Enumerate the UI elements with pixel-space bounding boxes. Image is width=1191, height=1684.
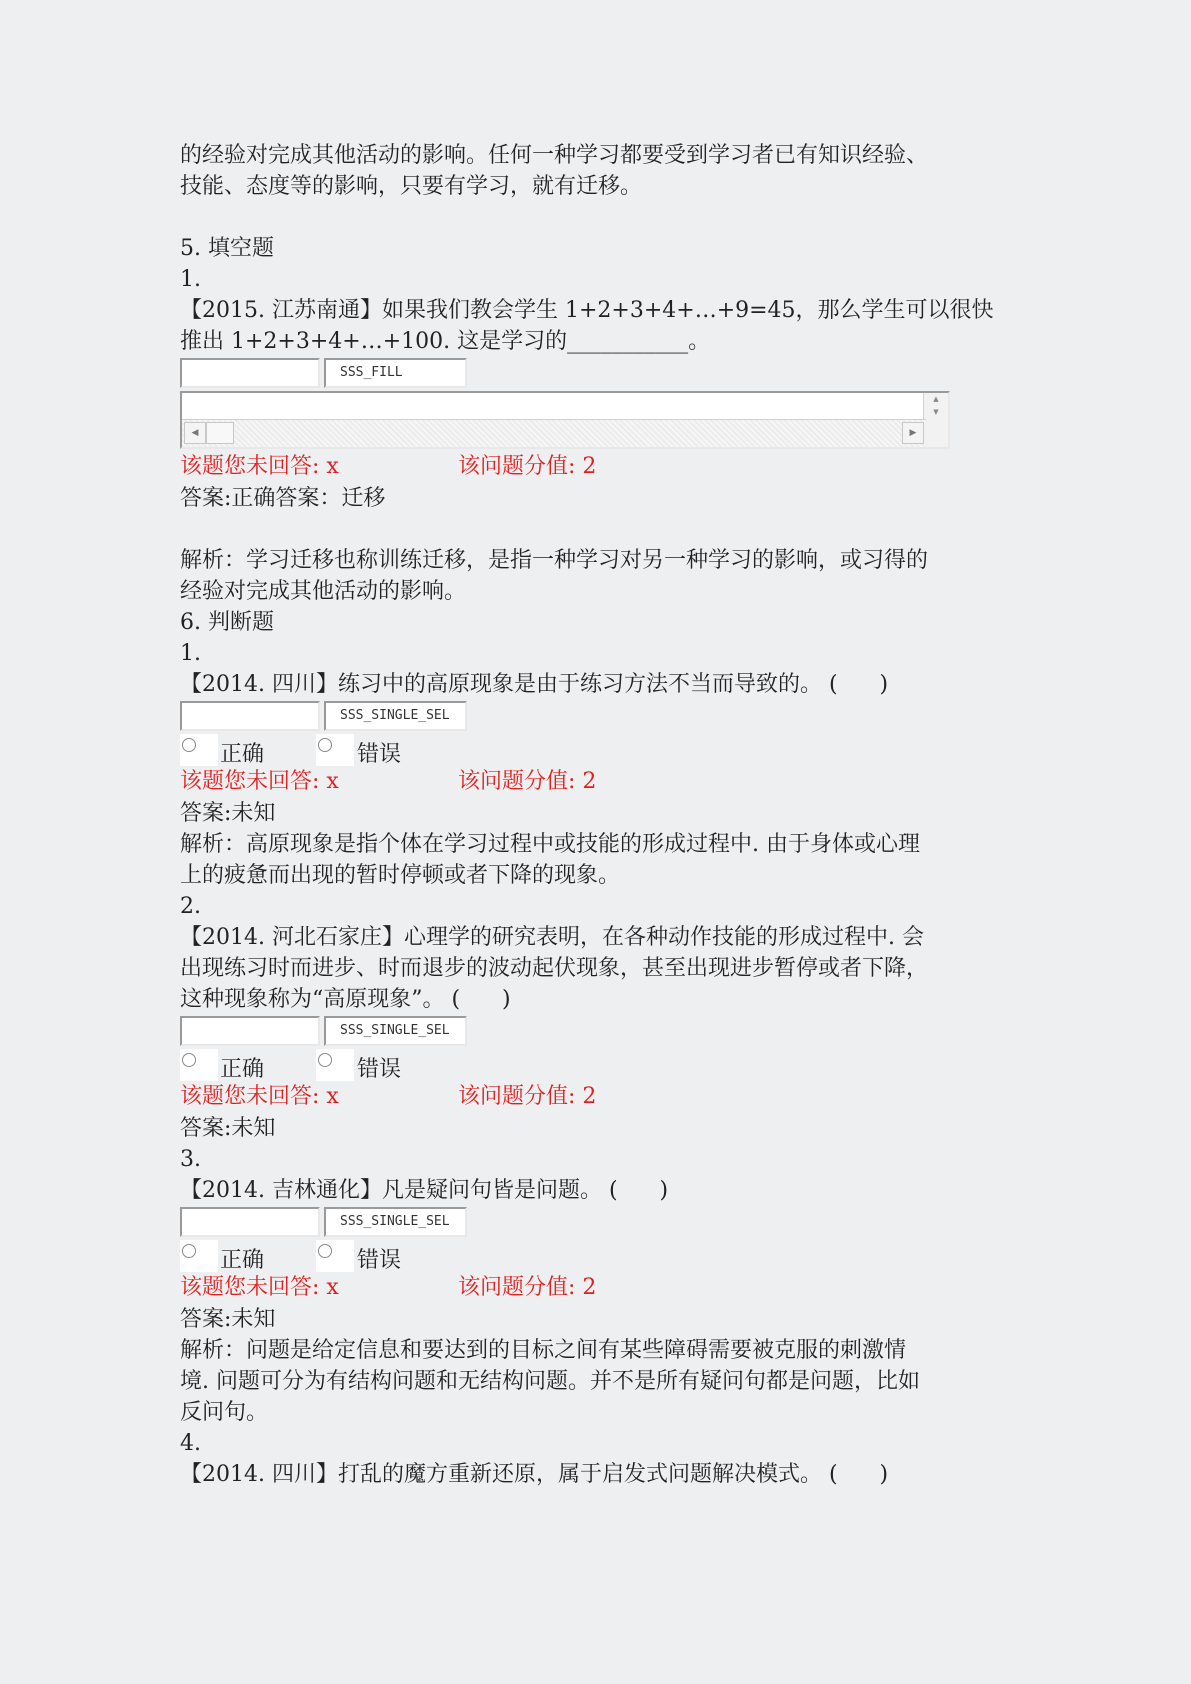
false-label[interactable]: 错误: [357, 1057, 402, 1082]
answer-text: 答案:未知: [180, 801, 276, 826]
section-title: 6. 判断题: [180, 610, 274, 635]
horizontal-scrollbar[interactable]: [182, 419, 926, 447]
true-radio[interactable]: [182, 1053, 196, 1067]
false-radio[interactable]: [318, 738, 332, 752]
score-status: 该问题分值: 2: [458, 454, 597, 479]
answer-field-row: [180, 700, 1000, 734]
unanswered-status: 该题您未回答: x: [180, 769, 339, 794]
score-status: 该问题分值: 2: [458, 1275, 597, 1300]
false-radio[interactable]: [318, 1244, 332, 1258]
question-number: 4.: [180, 1431, 201, 1456]
answer-field-row: [180, 357, 1000, 391]
false-label[interactable]: 错误: [357, 742, 402, 767]
answer-input[interactable]: [180, 1016, 320, 1046]
unanswered-status: 该题您未回答: x: [180, 454, 339, 479]
status-row: [180, 766, 1000, 798]
vertical-scrollbar[interactable]: [923, 393, 948, 420]
scroll-right-icon[interactable]: ▶: [902, 422, 924, 444]
question-text: 【2014. 吉林通化】凡是疑问句皆是问题。 ( ): [180, 1178, 669, 1203]
true-label[interactable]: 正确: [220, 1248, 265, 1273]
question-number: 2.: [180, 894, 201, 919]
question-text: 【2015. 江苏南通】如果我们教会学生 1+2+3+4+…+9=45，那么学生可以很快: [180, 298, 994, 323]
unanswered-status: 该题您未回答: x: [180, 1275, 339, 1300]
true-false-options: [180, 1049, 1000, 1081]
answer-input[interactable]: [180, 358, 320, 388]
answer-text: 答案:正确答案：迁移: [180, 486, 386, 511]
answer-text: 答案:未知: [180, 1116, 276, 1141]
question-number: 3.: [180, 1147, 201, 1172]
true-false-options: [180, 734, 1000, 766]
answer-input[interactable]: [180, 701, 320, 731]
analysis-text: 上的疲惫而出现的暂时停顿或者下降的现象。: [180, 863, 621, 888]
answer-field-row: [180, 1015, 1000, 1049]
scroll-down-icon[interactable]: ▼: [933, 408, 939, 416]
true-false-options: [180, 1240, 1000, 1272]
answer-field-row: [180, 1206, 1000, 1240]
answer-input[interactable]: [180, 1207, 320, 1237]
status-row: [180, 1081, 1000, 1113]
true-label[interactable]: 正确: [220, 1057, 265, 1082]
analysis-text: 境. 问题可分为有结构问题和无结构问题。并不是所有疑问句都是问题，比如: [180, 1369, 920, 1394]
answer-textarea[interactable]: [180, 391, 950, 449]
analysis-text: 解析：问题是给定信息和要达到的目标之间有某些障碍需要被克服的刺激情: [180, 1338, 907, 1363]
false-label[interactable]: 错误: [357, 1248, 402, 1273]
field-type-tag: SSS_FILL: [324, 358, 467, 388]
question-text: 【2014. 河北石家庄】心理学的研究表明，在各种动作技能的形成过程中. 会: [180, 925, 924, 950]
analysis-text: 解析：学习迁移也称训练迁移，是指一种学习对另一种学习的影响，或习得的: [180, 548, 929, 573]
analysis-text: 解析：高原现象是指个体在学习过程中或技能的形成过程中. 由于身体或心理: [180, 832, 920, 857]
status-row: [180, 451, 1000, 483]
intro-line: 的经验对完成其他活动的影响。任何一种学习都要受到学习者已有知识经验、: [180, 143, 929, 168]
scrollbar-corner: [924, 420, 948, 447]
score-status: 该问题分值: 2: [458, 1084, 597, 1109]
answer-text: 答案:未知: [180, 1307, 276, 1332]
false-radio[interactable]: [318, 1053, 332, 1067]
unanswered-status: 该题您未回答: x: [180, 1084, 339, 1109]
question-number: 1.: [180, 641, 201, 666]
question-text: 出现练习时而进步、时而退步的波动起伏现象，甚至出现进步暂停或者下降，: [180, 956, 929, 981]
document-page: [180, 140, 1000, 1490]
analysis-text: 反问句。: [180, 1400, 269, 1425]
scroll-up-icon[interactable]: ▲: [933, 395, 939, 403]
scroll-left-icon[interactable]: ◀: [184, 422, 206, 444]
question-text: 推出 1+2+3+4+…+100. 这是学习的___________。: [180, 329, 711, 354]
question-text: 【2014. 四川】打乱的魔方重新还原，属于启发式问题解决模式。 ( ): [180, 1462, 889, 1487]
intro-line: 技能、态度等的影响，只要有学习，就有迁移。: [180, 174, 643, 199]
true-radio[interactable]: [182, 1244, 196, 1258]
true-radio[interactable]: [182, 738, 196, 752]
section-title: 5. 填空题: [180, 236, 274, 261]
field-type-tag: SSS_SINGLE_SEL: [324, 701, 467, 731]
field-type-tag: SSS_SINGLE_SEL: [324, 1207, 467, 1237]
question-text: 【2014. 四川】练习中的高原现象是由于练习方法不当而导致的。 ( ): [180, 672, 889, 697]
question-text: 这种现象称为“高原现象”。 ( ): [180, 987, 511, 1012]
field-type-tag: SSS_SINGLE_SEL: [324, 1016, 467, 1046]
question-number: 1.: [180, 267, 201, 292]
score-status: 该问题分值: 2: [458, 769, 597, 794]
scroll-thumb[interactable]: [206, 422, 234, 444]
status-row: [180, 1272, 1000, 1304]
analysis-text: 经验对完成其他活动的影响。: [180, 579, 467, 604]
true-label[interactable]: 正确: [220, 742, 265, 767]
